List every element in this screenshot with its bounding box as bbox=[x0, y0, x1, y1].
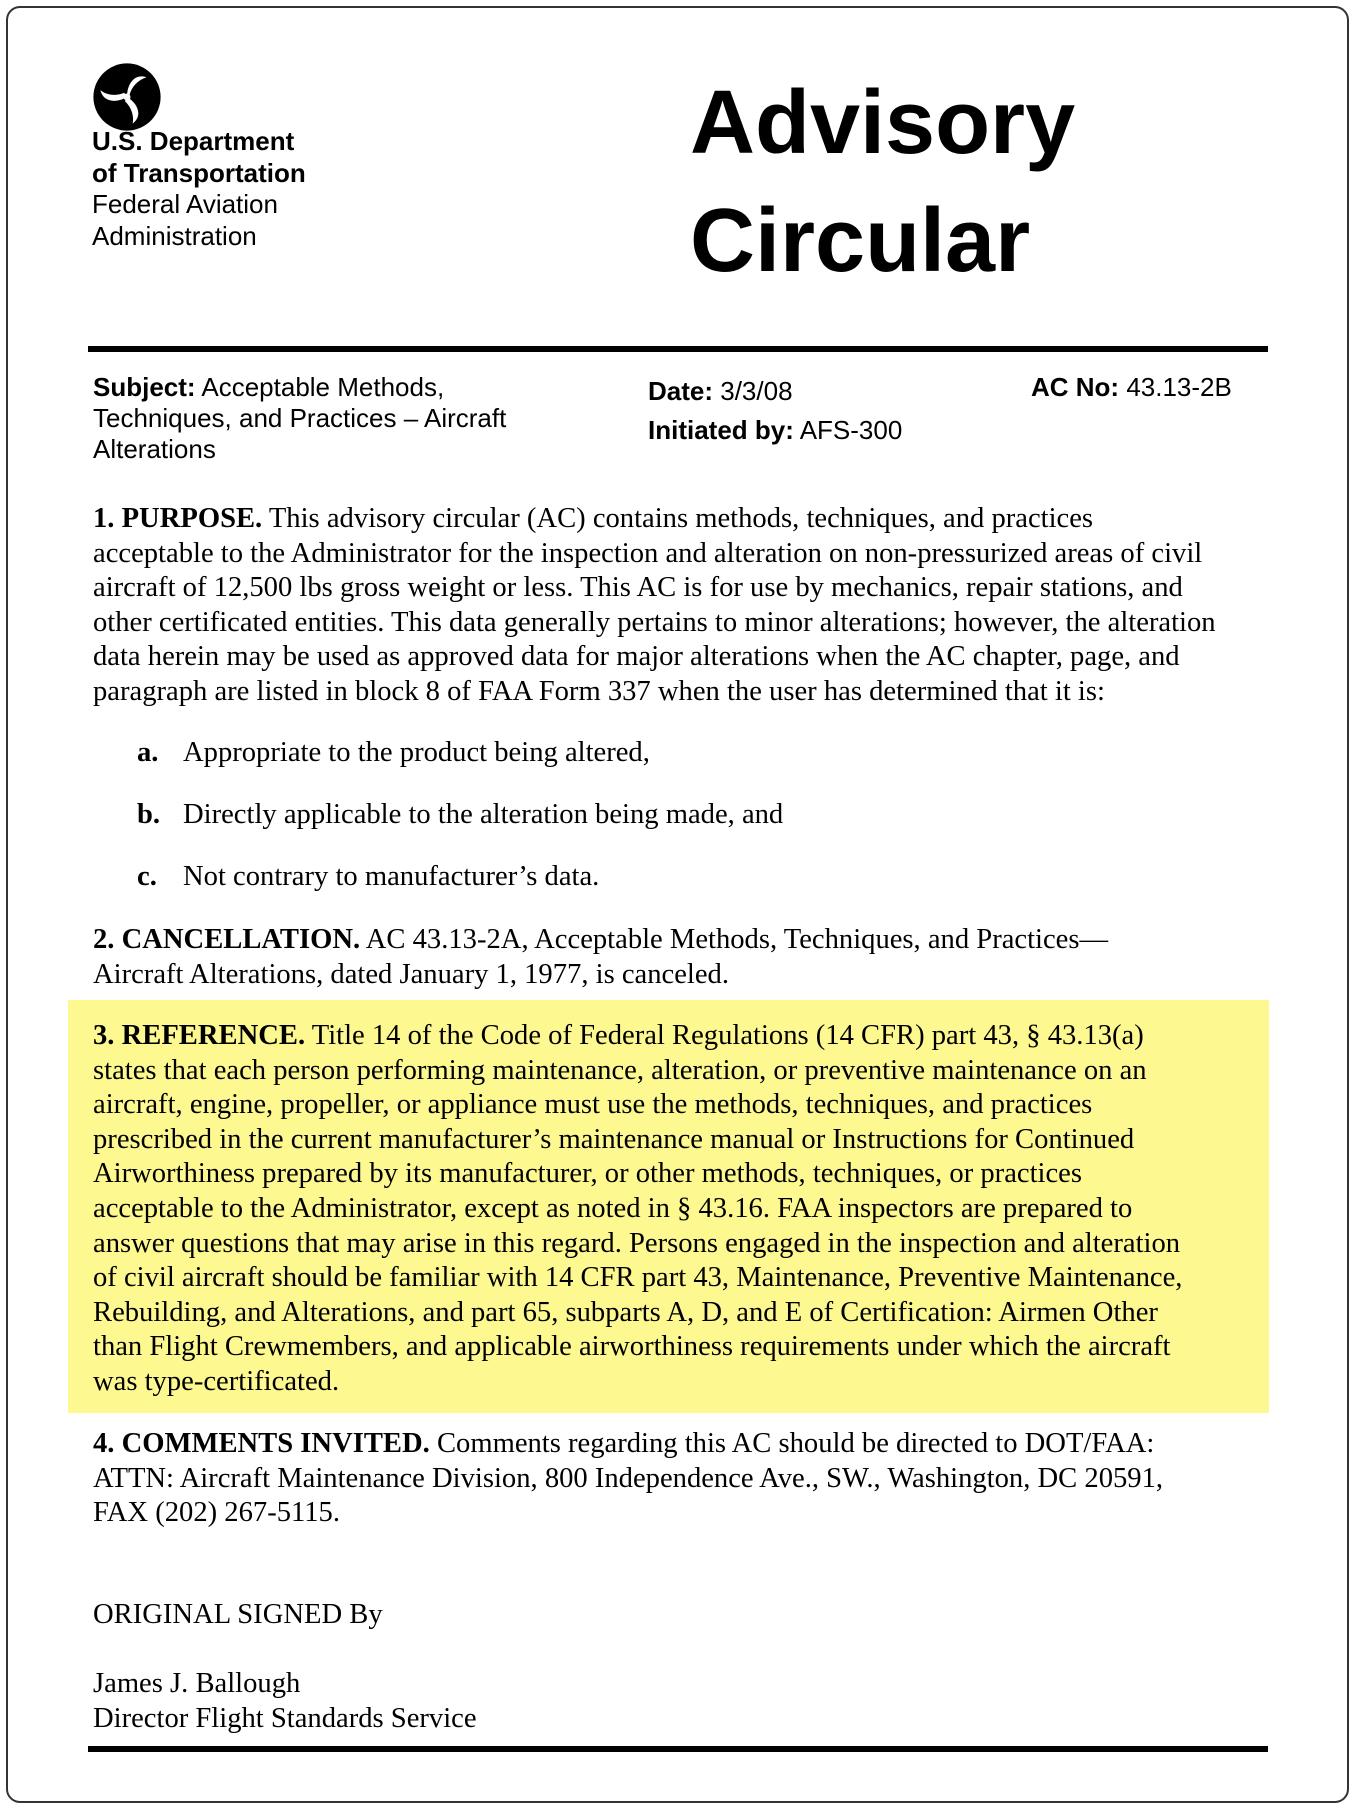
purpose-line: other certificated entities. This data generally pertains to minor alterations; however, the alteration bbox=[93, 606, 1216, 638]
purpose-item-b bbox=[137, 798, 783, 832]
cancellation-line: AC 43.13-2A, Acceptable Methods, Techniques, and Practices— bbox=[365, 924, 1109, 955]
purpose-line: data herein may be used as approved data for major alterations when the AC chapter, page, and bbox=[93, 641, 1180, 673]
agency-name bbox=[92, 126, 306, 252]
item-text: Directly applicable to the alteration being made, and bbox=[183, 799, 784, 830]
dot-tri-swirl-icon bbox=[92, 62, 162, 132]
signatory-title: Director Flight Standards Service bbox=[93, 1703, 477, 1734]
date-value: 3/3/08 bbox=[720, 376, 793, 406]
initiated-label: Initiated by: bbox=[648, 415, 794, 445]
signatory bbox=[93, 1666, 477, 1736]
reference-line: Title 14 of the Code of Federal Regulations (14 CFR) part 43, § 43.13(a) bbox=[311, 1020, 1144, 1051]
subject-block bbox=[93, 372, 506, 465]
reference-line: Rebuilding, and Alterations, and part 65, subparts A, D, and E of Certification: Airmen Other bbox=[93, 1296, 1158, 1328]
signatory-name: James J. Ballough bbox=[93, 1668, 301, 1699]
purpose-line: acceptable to the Administrator for the inspection and alteration on non-pressurized areas of civil bbox=[93, 537, 1203, 569]
purpose-item-c bbox=[137, 860, 599, 894]
acno-value: 43.13-2B bbox=[1126, 372, 1232, 402]
date-label: Date: bbox=[648, 376, 714, 406]
reference-line: of civil aircraft should be familiar with 14 CFR part 43, Maintenance, Preventive Maintenance, bbox=[93, 1262, 1183, 1294]
cancellation-line: Aircraft Alterations, dated January 1, 1977, is canceled. bbox=[93, 958, 729, 990]
purpose-item-a bbox=[137, 736, 650, 770]
footer-rule bbox=[88, 1746, 1268, 1752]
comments-section bbox=[93, 1427, 1163, 1531]
subject-label: Subject: bbox=[93, 372, 196, 402]
comments-line: FAX (202) 267-5115. bbox=[93, 1497, 340, 1529]
reference-heading: 3. REFERENCE. bbox=[93, 1020, 306, 1051]
item-text: Not contrary to manufacturer’s data. bbox=[183, 861, 600, 892]
purpose-section bbox=[93, 502, 1216, 710]
date-block bbox=[648, 372, 902, 450]
reference-section bbox=[93, 1019, 1182, 1400]
cancellation-heading: 2. CANCELLATION. bbox=[93, 924, 361, 955]
ac-number-block bbox=[1031, 372, 1232, 403]
reference-line: answer questions that may arise in this regard. Persons engaged in the inspection and alteration bbox=[93, 1227, 1181, 1259]
reference-line: prescribed in the current manufacturer’s maintenance manual or Instructions for Continued bbox=[93, 1123, 1135, 1155]
header-rule bbox=[88, 346, 1268, 352]
reference-line: Airworthiness prepared by its manufacturer, or other methods, techniques, or practices bbox=[93, 1158, 1082, 1190]
signed-note bbox=[93, 1597, 383, 1632]
item-label: a. bbox=[137, 737, 159, 768]
title-line-1: Advisory bbox=[690, 73, 1076, 173]
reference-line: than Flight Crewmembers, and applicable airworthiness requirements under which the aircraft bbox=[93, 1331, 1171, 1363]
item-label: b. bbox=[137, 799, 161, 830]
dept-line-3: Federal Aviation bbox=[92, 189, 278, 219]
dept-line-1: U.S. Department bbox=[92, 126, 295, 156]
item-text: Appropriate to the product being altered, bbox=[183, 737, 650, 768]
comments-heading: 4. COMMENTS INVITED. bbox=[93, 1428, 430, 1459]
purpose-line: aircraft of 12,500 lbs gross weight or less. This AC is for use by mechanics, repair stations, and bbox=[93, 572, 1183, 604]
reference-line: was type-certificated. bbox=[93, 1365, 340, 1397]
subject-line-1: Acceptable Methods, bbox=[201, 372, 445, 402]
purpose-heading: 1. PURPOSE. bbox=[93, 503, 263, 534]
purpose-line: This advisory circular (AC) contains methods, techniques, and practices bbox=[268, 503, 1094, 534]
initiated-value: AFS-300 bbox=[799, 415, 903, 445]
comments-line: Comments regarding this AC should be directed to DOT/FAA: bbox=[436, 1428, 1155, 1459]
dept-line-4: Administration bbox=[92, 220, 257, 251]
dept-line-2: of Transportation bbox=[92, 157, 306, 188]
item-label: c. bbox=[137, 861, 157, 892]
reference-line: aircraft, engine, propeller, or appliance must use the methods, techniques, and practices bbox=[93, 1089, 1093, 1121]
purpose-line: paragraph are listed in block 8 of FAA Form 337 when the user has determined that it is: bbox=[93, 675, 1105, 707]
reference-line: states that each person performing maintenance, alteration, or preventive maintenance on an bbox=[93, 1054, 1147, 1086]
acno-label: AC No: bbox=[1031, 372, 1120, 402]
reference-line: acceptable to the Administrator, except as noted in § 43.16. FAA inspectors are prepared to bbox=[93, 1192, 1133, 1224]
document-title bbox=[690, 64, 1075, 300]
page-frame bbox=[6, 6, 1349, 1803]
cancellation-section bbox=[93, 923, 1108, 992]
signed-text: ORIGINAL SIGNED By bbox=[93, 1599, 383, 1630]
comments-line: ATTN: Aircraft Maintenance Division, 800 Independence Ave., SW., Washington, DC 20591, bbox=[93, 1462, 1164, 1494]
subject-line-3: Alterations bbox=[93, 434, 216, 464]
title-line-2: Circular bbox=[690, 191, 1031, 291]
subject-line-2: Techniques, and Practices – Aircraft bbox=[93, 403, 507, 433]
